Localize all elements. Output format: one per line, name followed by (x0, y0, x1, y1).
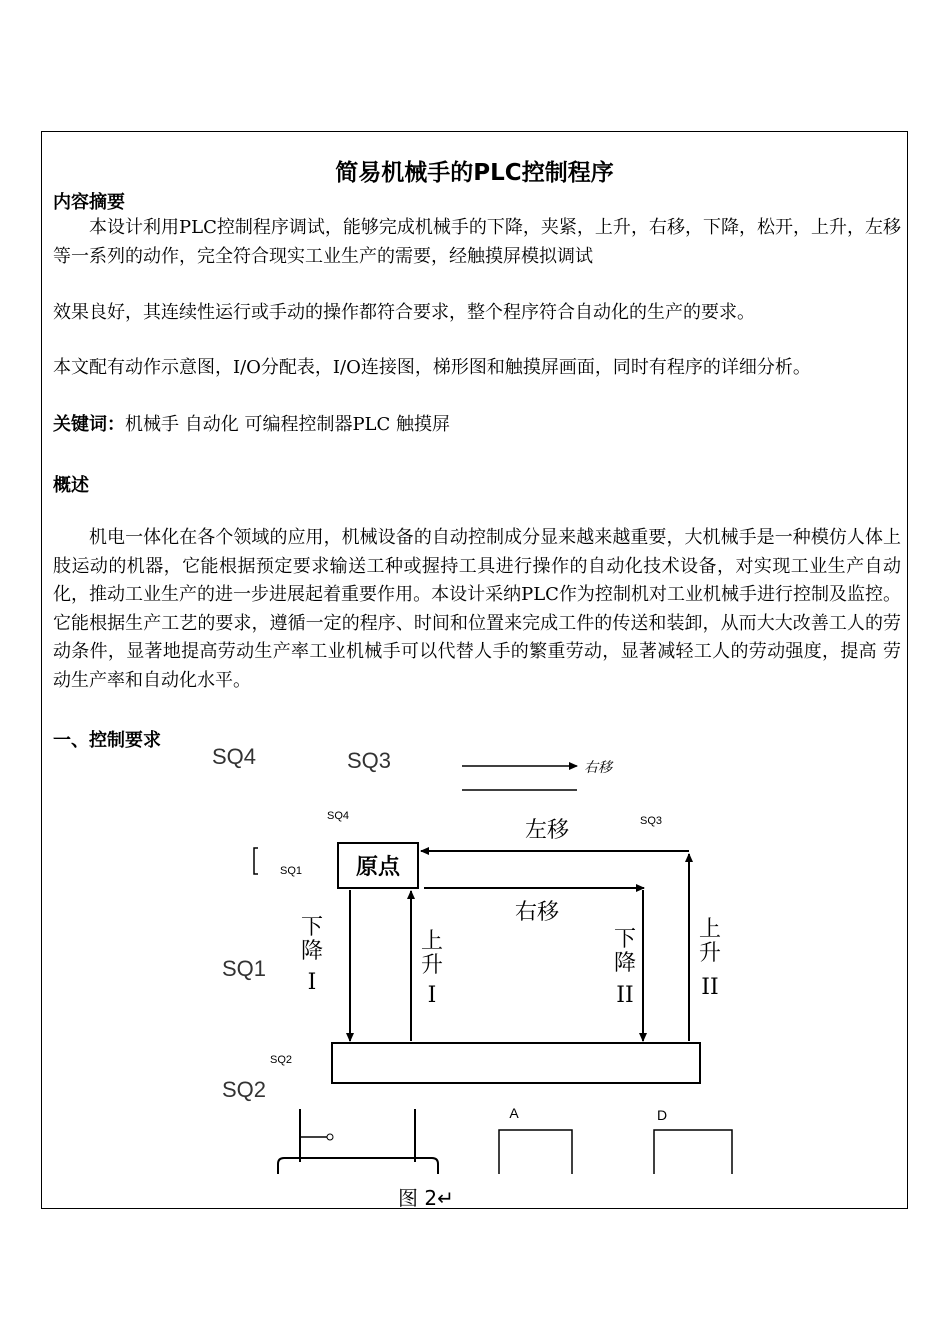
abstract-paragraph-3: 本文配有动作示意图，I/O分配表，I/O连接图，梯形图和触摸屏画面，同时有程序的详细分析。 (53, 357, 811, 378)
down-2-char-3: II (616, 983, 634, 1008)
section-control-requirements-heading: 一、控制要求 (53, 730, 161, 751)
down-1-char-3: I (307, 970, 317, 995)
up-1-char-2: 升 (420, 953, 444, 978)
overview-heading: 概述 (53, 475, 89, 496)
sq1-small-label: SQ1 (280, 865, 303, 877)
sq4-large-label: SQ4 (212, 744, 257, 769)
document-frame (41, 131, 908, 1209)
sq3-small-label: SQ3 (640, 815, 663, 827)
box-a (499, 1130, 572, 1174)
manipulator-motion-diagram (192, 744, 852, 1174)
up-2-char-3: II (701, 975, 719, 1000)
down-2-char-2: 降 (613, 951, 637, 976)
legend-crop-mask (452, 791, 652, 803)
right-move-label: 右移 (514, 900, 560, 925)
bracket-mark (254, 848, 258, 874)
down-1-char-2: 降 (300, 939, 324, 964)
worktable (332, 1043, 700, 1083)
abstract-paragraph-2: 效果良好，其连续性运行或手动的操作都符合要求，整个程序符合自动化的生产的要求。 (53, 302, 755, 323)
keywords-label: 关键词： (53, 414, 125, 435)
up-2-char-2: 升 (698, 941, 722, 966)
box-d (654, 1130, 732, 1174)
sq3-large-label: SQ3 (347, 748, 392, 773)
sq4-small-label: SQ4 (327, 810, 350, 822)
sq1-large-label: SQ1 (222, 956, 267, 981)
abstract-heading: 内容摘要 (53, 192, 125, 213)
up-1-char-3: I (427, 983, 437, 1008)
keywords-value: 机械手 自动化 可编程控制器PLC 触摸屏 (125, 414, 451, 435)
box-a-label: A (509, 1105, 519, 1121)
sensor-head (327, 1134, 333, 1140)
sq2-large-label: SQ2 (222, 1077, 267, 1102)
down-1-char-1: 下 (300, 915, 324, 940)
keywords-line (53, 411, 901, 440)
left-move-label: 左移 (524, 818, 570, 843)
document-title: 简易机械手的PLC控制程序 (335, 160, 614, 186)
box-d-label: D (656, 1107, 668, 1123)
up-1-char-1: 上 (420, 929, 444, 954)
origin-label: 原点 (355, 855, 401, 880)
up-2-char-1: 上 (698, 917, 722, 942)
legend-right-label: 右移 (584, 760, 612, 776)
figure-caption: 图 2↵ (398, 1186, 454, 1210)
overview-paragraph: 机电一体化在各个领域的应用，机械设备的自动控制成分显来越来越重要，大机械手是一种模仿人体上肢运动的机器，它能根据预定要求输送工种或握持工具进行操作的自动化技术设备，对实现工业生产自动化，推动工业生产的进一步进展起着重要作用。本设计采纳PLC作为控制机对工业机械手进行控制及监控。它能根据生产工艺的要求，遵循一定的程序、时间和位置来完成工件的传送和装卸，从而大大改善工人的劳动条件，显著地提高劳动生产率工业机械手可以代替人手的繁重劳动，显著减轻工人的劳动强度，提高 劳动生产率和自动化水平。 (53, 527, 901, 691)
down-2-char-1: 下 (613, 927, 637, 952)
sq2-small-label: SQ2 (270, 1054, 293, 1066)
abstract-paragraph-1: 本设计利用PLC控制程序调试，能够完成机械手的下降，夹紧，上升，右移，下降，松开，上升，左移等一系列的动作，完全符合现实工业生产的需要，经触摸屏模拟调试 (53, 217, 901, 267)
